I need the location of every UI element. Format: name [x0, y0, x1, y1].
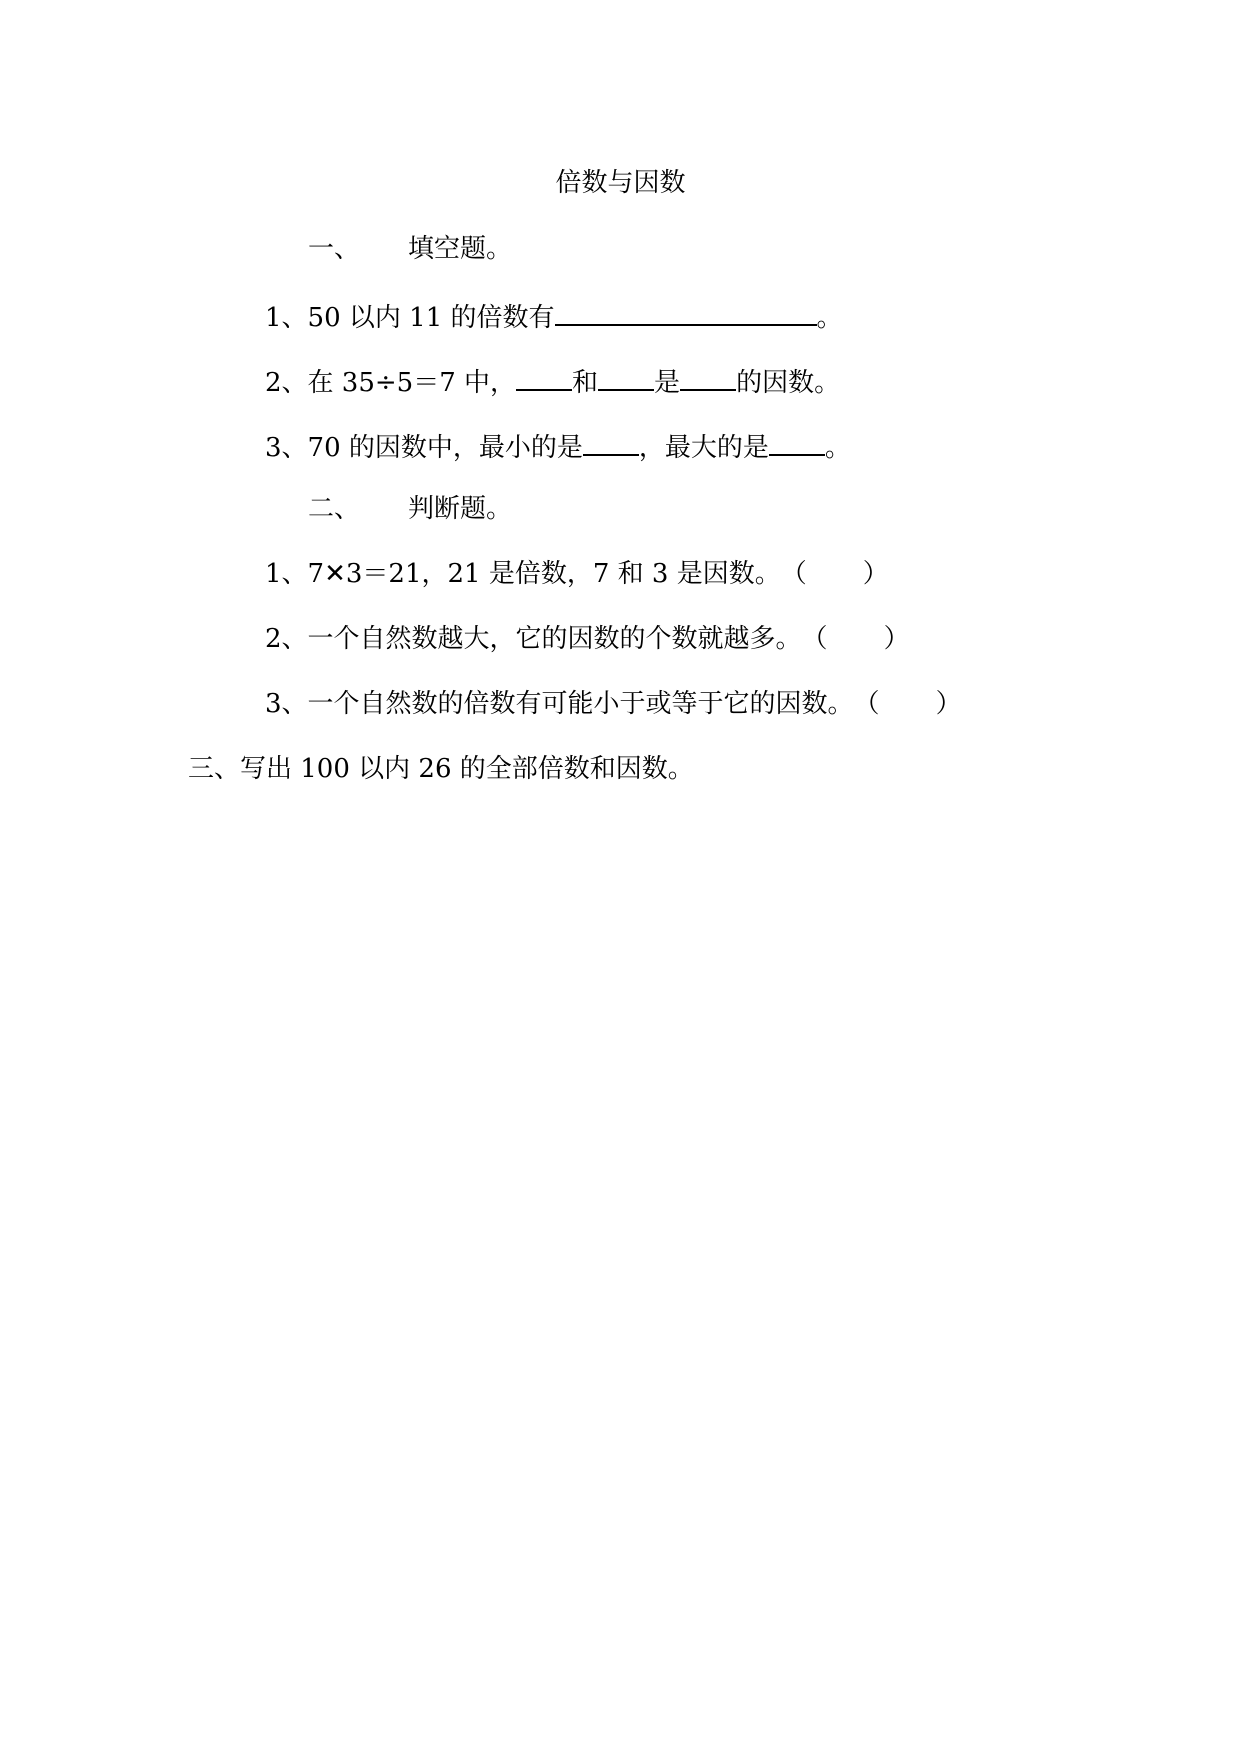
question-text: 1、7✕3＝21，21 是倍数，7 和 3 是因数。 [265, 559, 781, 589]
close-paren: ） [935, 689, 962, 719]
answer-blank[interactable] [516, 363, 572, 391]
section-number: 一、 [308, 234, 361, 264]
question-text: 的因数。 [736, 368, 841, 398]
answer-parentheses[interactable] [854, 688, 962, 720]
answer-blank[interactable] [598, 363, 654, 391]
section-write-heading: 三、写出 100 以内 26 的全部倍数和因数。 [188, 754, 694, 784]
question-text: 1、50 以内 11 的倍数有 [265, 303, 555, 333]
judge-question-2 [265, 623, 910, 655]
judge-question-1 [265, 558, 889, 590]
question-text: 和 [572, 368, 599, 398]
fill-question-2 [265, 363, 840, 399]
open-paren: （ [853, 689, 880, 719]
question-text: 2、在 35÷5＝7 中， [265, 368, 517, 398]
question-text: 3、一个自然数的倍数有可能小于或等于它的因数。 [265, 689, 854, 719]
close-paren: ） [862, 559, 889, 589]
answer-blank[interactable] [769, 428, 825, 456]
open-paren: （ [801, 624, 828, 654]
question-text: 2、一个自然数越大，它的因数的个数就越多。 [265, 624, 802, 654]
answer-parentheses[interactable] [781, 558, 889, 590]
question-text: 3、70 的因数中，最小的是 [265, 433, 583, 463]
section-number: 二、 [308, 494, 361, 524]
fill-question-3 [265, 428, 851, 464]
section-heading: 填空题。 [408, 234, 513, 264]
section-fill-heading [308, 233, 512, 265]
question-text: 。 [824, 433, 851, 463]
question-text: 是 [654, 368, 681, 398]
answer-blank[interactable] [680, 363, 736, 391]
answer-blank[interactable] [583, 428, 639, 456]
section-heading: 判断题。 [408, 494, 513, 524]
answer-blank[interactable] [555, 298, 817, 326]
answer-parentheses[interactable] [802, 623, 910, 655]
close-paren: ） [883, 624, 910, 654]
fill-question-1 [265, 298, 843, 334]
section-judge-heading [308, 493, 512, 525]
open-paren: （ [780, 559, 807, 589]
page-title: 倍数与因数 [555, 168, 686, 198]
question-text: ，最大的是 [638, 433, 769, 463]
question-text: 。 [816, 303, 843, 333]
judge-question-3 [265, 688, 962, 720]
